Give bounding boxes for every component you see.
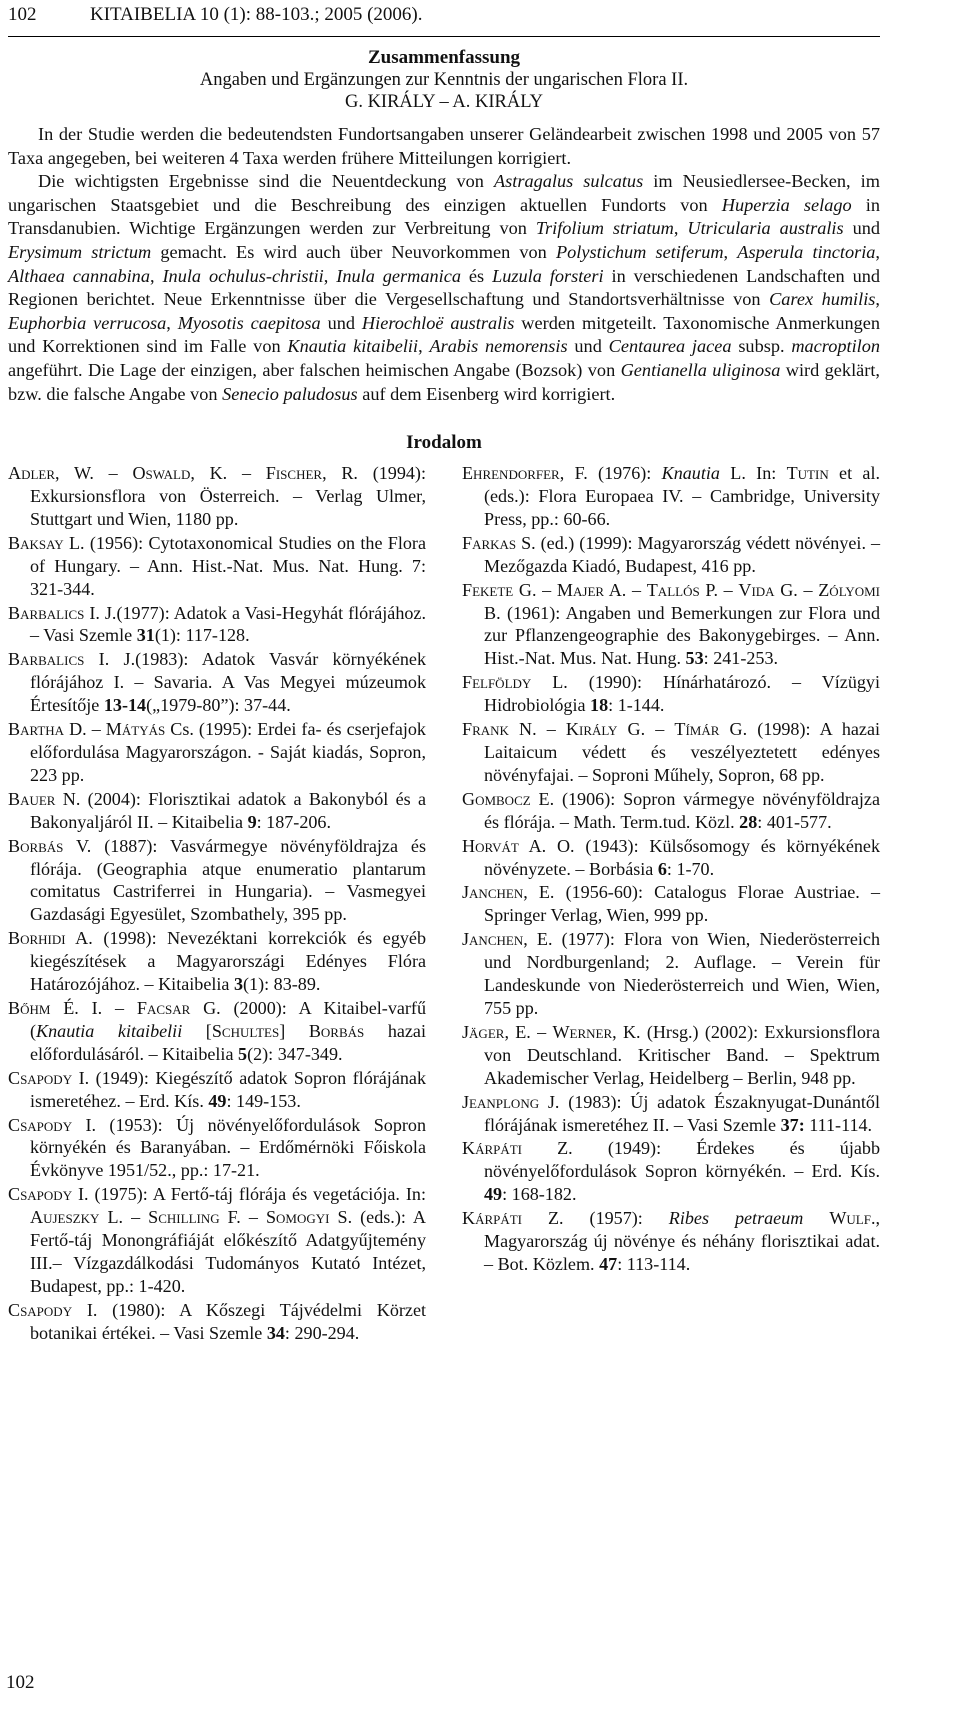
- reference-entry: Bőhm É. I. – Facsar G. (2000): A Kitaibel-varfű (Knautia kitaibelii [Schultes] Borbás hazai előfordulásáról. – Kitaibelia 5(2): 347-349.: [8, 997, 426, 1064]
- references-left-column: [8, 462, 426, 1345]
- reference-entry: Csapody I. (1980): A Kőszegi Tájvédelmi Körzet botanikai értékei. – Vasi Szemle 34: 290-294.: [8, 1299, 426, 1343]
- reference-entry: Felföldy L. (1990): Hínárhatározó. – Vízügyi Hidrobiológia 18: 1-144.: [462, 672, 880, 716]
- reference-entry: Ehrendorfer, F. (1976): Knautia L. In: Tutin et al. (eds.): Flora Europaea IV. – Cambridge, University Press, pp.: 60-66.: [462, 463, 881, 529]
- reference-entry: Fekete G. – Majer A. – Tallós P. – Vida G. – Zólyomi B. (1961): Angaben und Bemerkungen zur Flora und zur Pflanzengeographie des Bakonygebirges. – Ann. Hist.-Nat. Mus. Nat. Hung. 53: 241-253.: [462, 579, 880, 669]
- reference-entry: Borbás V. (1887): Vasvármegye növényföldrajza és flórája. (Geographia atque enumeratio plantarum comitatus Castriferrei in Hungaria). – Vasmegyei Gazdasági Egyesület, Szombathely, 395 pp.: [8, 835, 426, 925]
- reference-entry: Borhidi A. (1998): Nevezéktani korrekciók és egyéb kiegészítések a Magyarországi Edényes Flóra Határozójához. – Kitaibelia 3(1): 83-89.: [8, 928, 426, 995]
- footer-page-number: 102: [6, 1672, 35, 1693]
- header-page-number: 102: [8, 4, 37, 25]
- reference-entry: Bauer N. (2004): Florisztikai adatok a Bakonyból és a Bakonyaljáról II. – Kitaibelia 9: 187-206.: [8, 788, 426, 832]
- reference-entry: Bartha D. – Mátyás Cs. (1995): Erdei fa- és cserjefajok előfordulása Magyarországon. - Saját kiadás, Sopron, 223 pp.: [8, 719, 426, 785]
- reference-entry: Jäger, E. – Werner, K. (Hrsg.) (2002): Exkursionsflora von Deutschland. Kritischer Band. – Spektrum Akademischer Verlag, Heidelberg – Berlin, 948 pp.: [462, 1021, 880, 1088]
- summary-title: Zusammenfassung: [367, 47, 521, 68]
- reference-entry: Kárpáti Z. (1949): Érdekes és újabb növényelőfordulások Sopron környékén. – Erd. Kís. 49: 168-182.: [462, 1138, 880, 1205]
- reference-entry: Barbalics I. J.(1983): Adatok Vasvár környékének flórájához I. – Savaria. A Vas Megyei múzeumok Értesítője 13-14(„1979-80”): 37-44.: [8, 649, 426, 716]
- reference-entry: Csapody I. (1949): Kiegészítő adatok Sopron flórájának ismeretéhez. – Erd. Kís. 49: 149-153.: [8, 1067, 426, 1111]
- running-header: [8, 0, 880, 37]
- reference-entry: Janchen, E. (1956-60): Catalogus Florae Austriae. – Springer Verlag, Wien, 999 pp.: [462, 882, 880, 926]
- references-columns: [8, 462, 880, 1345]
- reference-entry: Csapody I. (1953): Új növényelőfordulások Sopron környékén és Baranyában. – Erdőmérnöki Főiskola Évkönyve 1951/52., pp.: 17-21.: [8, 1114, 426, 1181]
- reference-entry: Gombocz E. (1906): Sopron vármegye növényföldrajza és flórája. – Math. Term.tud. Közl. 28: 401-577.: [462, 788, 880, 832]
- reference-entry: Adler, W. – Oswald, K. – Fischer, R. (1994): Exkursionsflora von Österreich. – Verlag Ulmer, Stuttgart und Wien, 1180 pp.: [8, 463, 426, 529]
- reference-entry: Janchen, E. (1977): Flora von Wien, Niederösterreich und Nordburgenland; 2. Auflage. – Verein für Landeskunde von Niederösterreich und Wien, Wien, 755 pp.: [462, 929, 880, 1018]
- reference-entry: Frank N. – Király G. – Tímár G. (1998): A hazai Laitaicum védett és veszélyeztetett edényes növényfajai. – Soproni Műhely, Sopron, 68 pp.: [462, 719, 881, 785]
- journal-citation: KITAIBELIA 10 (1): 88-103.; 2005 (2006).: [90, 4, 423, 25]
- summary-subtitle: Angaben und Ergänzungen zur Kenntnis der ungarischen Flora II.: [199, 70, 689, 90]
- summary-authors: G. KIRÁLY – A. KIRÁLY: [344, 92, 544, 112]
- summary-abstract: [8, 123, 880, 406]
- reference-entry: Csapody I. (1975): A Fertő-táj flórája és vegetációja. In: Aujeszky L. – Schilling F. – Somogyi S. (eds.): A Fertő-táj Monongráfiáját előkészítő Adatgyűjtemény III.– Vízgazdálkodási Tudományos Kutató Intézet, Budapest, pp.: 1-420.: [8, 1184, 426, 1296]
- abstract-paragraph-1: In der Studie werden die bedeutendsten Fundortsangaben unserer Geländearbeit zwischen 1998 und 2005 von 57 Taxa angegeben, bei weiteren 4 Taxa werden frühere Mitteilungen korrigiert.: [8, 124, 880, 168]
- references-title: Irodalom: [406, 432, 482, 454]
- references-right-column: [462, 462, 880, 1345]
- reference-entry: Barbalics I. J.(1977): Adatok a Vasi-Hegyhát flórájához. – Vasi Szemle 31(1): 117-128.: [8, 602, 426, 646]
- reference-entry: Jeanplong J. (1983): Új adatok Északnyugat-Dunántől flórájának ismeretéhez II. – Vasi Szemle 37: 111-114.: [462, 1091, 880, 1135]
- abstract-paragraph-2: Die wichtigsten Ergebnisse sind die Neuentdeckung von Astragalus sulcatus im Neusiedlersee-Becken, im ungarischen Staatsgebiet und die Beschreibung des einzigen aktuellen Fundorts von Huperzia selago in Transdanubien. Wichtige Ergänzungen werden zur Verbreitung von Trifolium striatum, Utricularia australis und Erysimum strictum gemacht. Es wird auch über Neuvorkommen von Polystichum setiferum, Asperula tinctoria, Althaea cannabina, Inula ochulus-christii, Inula germanica és Luzula forsteri in verschiedenen Landschaften und Regionen berichtet. Neue Erkenntnisse über die Vergesellschaftung und Standortsverhältnisse von Carex humilis, Euphorbia verrucosa, Myosotis caepitosa und Hierochloë australis werden mitgeteilt. Taxonomische Anmerkungen und Korrektionen sind im Falle von Knautia kitaibelii, Arabis nemorensis und Centaurea jacea subsp. macroptilon angeführt. Die Lage der einzigen, aber falschen heimischen Angabe (Bozsok) von Gentianella uliginosa wird geklärt, bzw. die falsche Angabe von Senecio paludosus auf dem Eisenberg wird korrigiert.: [8, 171, 881, 404]
- reference-entry: Baksay L. (1956): Cytotaxonomical Studies on the Flora of Hungary. – Ann. Hist.-Nat. Mus. Nat. Hung. 7: 321-344.: [8, 532, 426, 599]
- reference-entry: Farkas S. (ed.) (1999): Magyarország védett növényei. – Mezőgazda Kiadó, Budapest, 416 pp.: [462, 532, 880, 576]
- page: [8, 0, 880, 1346]
- reference-entry: Horvát A. O. (1943): Külsősomogy és környékének növényzete. – Borbásia 6: 1-70.: [462, 835, 880, 879]
- reference-entry: Kárpáti Z. (1957): Ribes petraeum Wulf., Magyarország új növénye és néhány florisztikai adat. – Bot. Közlem. 47: 113-114.: [462, 1208, 880, 1274]
